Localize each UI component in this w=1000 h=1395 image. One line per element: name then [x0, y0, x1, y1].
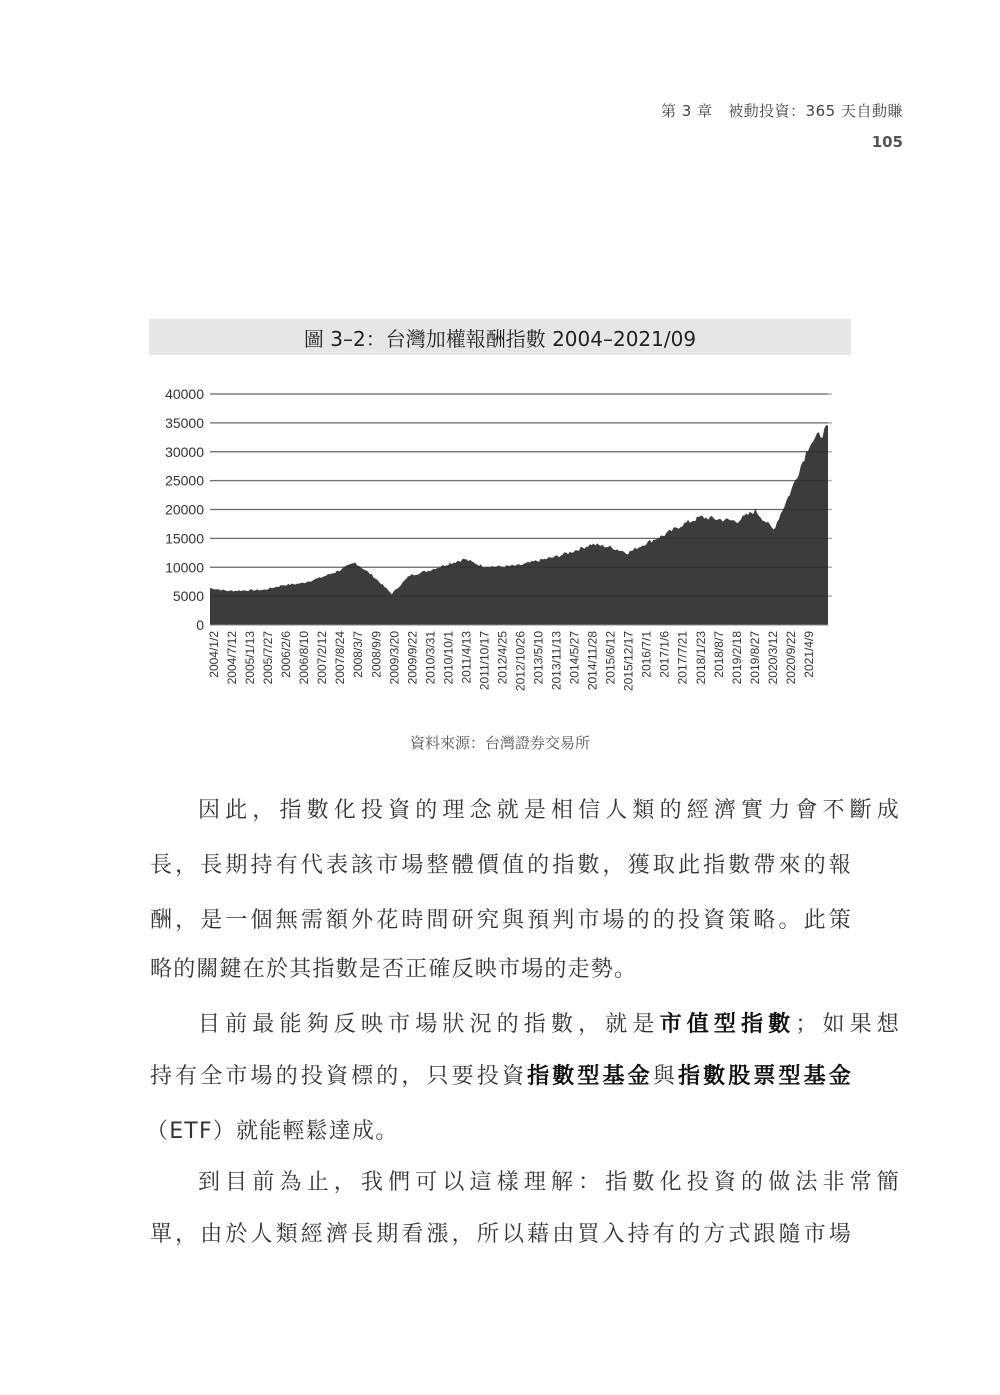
paragraph-1-line-2: 長，長期持有代表該市場整體價值的指數，獲取此指數帶來的報: [150, 853, 852, 878]
p2-bold-etf: 指數股票型基金: [677, 1064, 852, 1089]
x-tick-label: 2013/5/10: [531, 631, 546, 685]
x-tick-label: 2020/9/22: [783, 631, 798, 685]
area-series: [210, 425, 828, 625]
x-tick-label: 2016/7/1: [639, 631, 654, 678]
y-tick-label: 25000: [165, 472, 204, 489]
x-tick-label: 2006/2/6: [279, 631, 294, 678]
p2-text: ；如果想: [795, 1012, 900, 1037]
x-tick-label: 2018/8/7: [711, 631, 726, 678]
x-tick-label: 2008/3/7: [351, 631, 366, 678]
x-tick-label: 2012/4/25: [495, 631, 510, 685]
figure-source: 資料來源：台灣證券交易所: [409, 734, 590, 752]
x-tick-label: 2011/4/13: [459, 631, 474, 684]
x-tick-label: 2014/5/27: [567, 631, 582, 685]
paragraph-1-line-3: 酬，是一個無需額外花時間研究與預判市場的的投資策略。此策: [150, 908, 852, 933]
chart-canvas: [150, 380, 850, 710]
x-tick-label: 2017/7/21: [675, 631, 690, 685]
running-head: 第 3 章 被動投資：365 天自動賺: [661, 102, 903, 120]
x-tick-label: 2013/11/13: [549, 631, 564, 691]
x-tick-label: 2015/12/17: [621, 631, 636, 692]
y-tick-label: 10000: [165, 559, 204, 576]
x-tick-label: 2017/1/6: [657, 631, 672, 678]
p2-bold-market-cap-index: 市值型指數: [659, 1012, 796, 1037]
area-chart: [150, 380, 850, 710]
x-tick-label: 2007/2/12: [315, 631, 330, 685]
y-tick-label: 35000: [165, 414, 204, 431]
x-tick-label: 2014/11/28: [585, 631, 600, 691]
paragraph-2-line-1: [150, 1010, 900, 1040]
y-tick-label: 30000: [165, 443, 204, 460]
x-tick-label: 2005/7/27: [261, 631, 276, 685]
paragraph-1-line-1: 因此，指數化投資的理念就是相信人類的經濟實力會不斷成: [198, 798, 900, 823]
x-tick-label: 2021/4/9: [801, 631, 816, 678]
paragraph-3-line-1: 到目前為止，我們可以這樣理解：指數化投資的做法非常簡: [198, 1170, 900, 1195]
page-number: 105: [871, 133, 903, 151]
x-tick-label: 2009/9/22: [405, 631, 420, 685]
y-tick-label: 15000: [165, 530, 204, 547]
x-tick-label: 2008/9/9: [369, 631, 384, 678]
p2-text: 與: [652, 1064, 678, 1089]
x-tick-label: 2015/6/12: [603, 631, 618, 685]
p2-text: 持有全市場的投資標的，只要投資: [150, 1064, 528, 1089]
x-tick-label: 2005/1/13: [243, 631, 258, 685]
paragraph-2-line-2: [150, 1062, 852, 1092]
p2-text: 目前最能夠反映市場狀況的指數，就是: [198, 1012, 660, 1037]
x-tick-label: 2010/10/1: [441, 631, 456, 685]
figure-title: 圖 3–2：台灣加權報酬指數 2004–2021/09: [149, 319, 851, 355]
x-tick-label: 2004/1/2: [207, 631, 221, 678]
x-tick-label: 2019/8/27: [747, 631, 762, 685]
x-tick-label: 2006/8/10: [297, 631, 312, 685]
paragraph-1-line-4: 略的關鍵在於其指數是否正確反映市場的走勢。: [150, 957, 638, 982]
x-tick-label: 2018/1/23: [693, 631, 708, 685]
x-tick-label: 2011/10/17: [477, 631, 492, 691]
y-tick-label: 20000: [165, 501, 204, 518]
x-tick-label: 2020/3/12: [765, 631, 780, 685]
x-tick-label: 2019/2/18: [729, 631, 744, 685]
x-tick-label: 2004/7/12: [225, 631, 240, 685]
paragraph-2-line-3: （ETF）就能輕鬆達成。: [146, 1119, 399, 1144]
x-tick-label: 2007/8/24: [333, 631, 348, 685]
x-tick-label: 2010/3/31: [423, 631, 438, 685]
y-tick-label: 40000: [165, 386, 204, 402]
y-tick-label: 0: [196, 617, 204, 633]
x-tick-label: 2012/10/26: [513, 631, 528, 692]
y-tick-label: 5000: [172, 588, 204, 605]
p2-bold-index-fund: 指數型基金: [527, 1064, 653, 1089]
paragraph-3-line-2: 單，由於人類經濟長期看漲，所以藉由買入持有的方式跟隨市場: [150, 1222, 852, 1247]
x-tick-label: 2009/3/20: [387, 631, 402, 685]
